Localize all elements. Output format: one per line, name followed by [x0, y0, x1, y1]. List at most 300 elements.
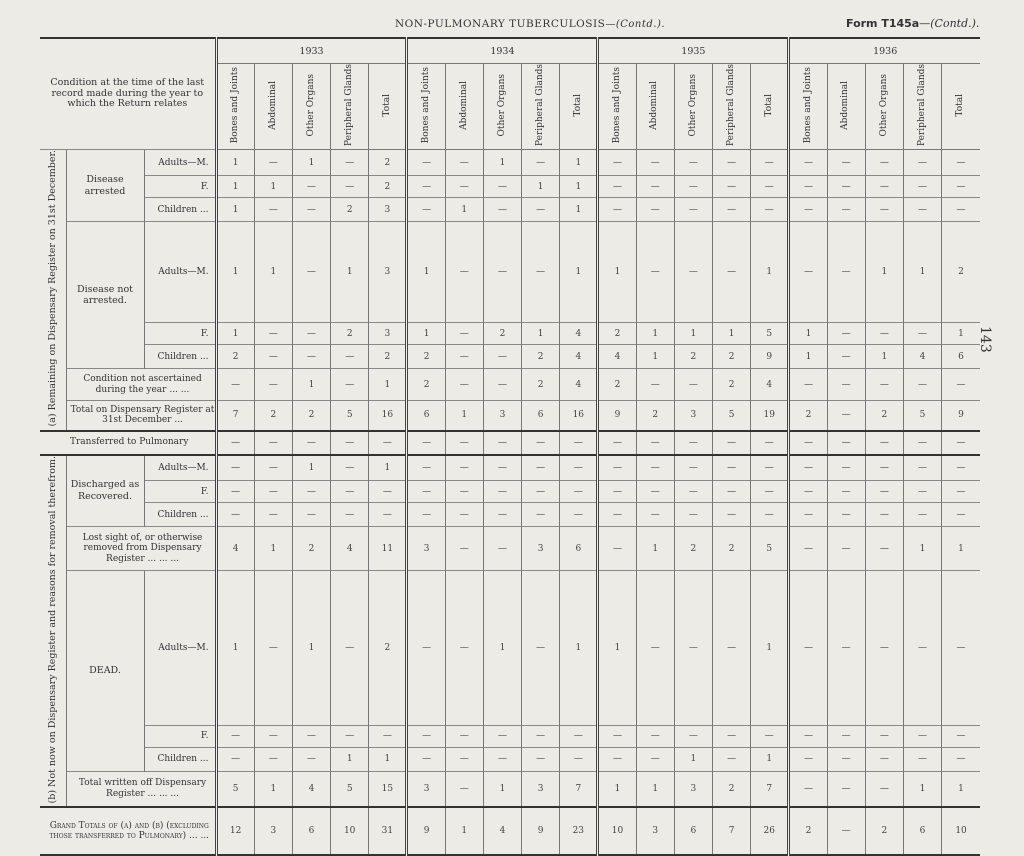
data-cell: 2 [674, 527, 712, 571]
data-cell: — [674, 571, 712, 725]
data-cell: — [636, 455, 674, 481]
column-header [598, 64, 636, 150]
data-cell: — [254, 369, 292, 401]
data-cell: — [216, 369, 254, 401]
data-cell: 2 [789, 807, 827, 855]
data-cell: 4 [331, 527, 369, 571]
data-cell: 1 [331, 222, 369, 323]
column-header [942, 64, 980, 150]
data-cell: — [407, 198, 445, 222]
data-cell: 1 [292, 455, 330, 481]
data-cell: — [751, 455, 789, 481]
data-cell: — [292, 503, 330, 527]
data-cell: — [407, 747, 445, 771]
data-cell: — [254, 455, 292, 481]
row-sublabel: Children ... [144, 747, 216, 771]
data-cell: 2 [254, 401, 292, 431]
data-cell: — [712, 725, 750, 747]
data-cell: 6 [903, 807, 941, 855]
data-cell: 1 [216, 150, 254, 176]
data-cell: 3 [522, 527, 560, 571]
data-cell: — [598, 198, 636, 222]
data-cell: — [522, 150, 560, 176]
data-cell: 1 [560, 176, 598, 198]
data-cell: — [942, 431, 980, 455]
data-cell: — [789, 771, 827, 807]
data-cell: 6 [674, 807, 712, 855]
data-cell: 1 [789, 323, 827, 345]
data-cell: — [712, 198, 750, 222]
column-header [522, 64, 560, 150]
data-cell: 1 [407, 222, 445, 323]
data-cell: 1 [903, 771, 941, 807]
data-cell: — [942, 481, 980, 503]
data-cell: 1 [254, 222, 292, 323]
data-cell: — [712, 150, 750, 176]
data-cell: — [483, 369, 521, 401]
data-cell: 2 [331, 323, 369, 345]
data-cell: — [369, 725, 407, 747]
column-header-label: Bones and Joints [611, 66, 622, 144]
data-cell: — [483, 222, 521, 323]
data-cell: — [865, 198, 903, 222]
data-cell: 1 [560, 222, 598, 323]
data-cell: — [254, 150, 292, 176]
data-cell: — [751, 481, 789, 503]
data-cell: — [522, 725, 560, 747]
data-cell: 1 [560, 150, 598, 176]
data-cell: — [216, 747, 254, 771]
data-cell: — [827, 481, 865, 503]
data-cell: 1 [522, 323, 560, 345]
table-row [40, 323, 980, 345]
data-cell: — [903, 725, 941, 747]
data-cell: — [636, 150, 674, 176]
table-row [40, 747, 980, 771]
data-cell: 2 [942, 222, 980, 323]
data-cell: 1 [598, 222, 636, 323]
row-label: Transferred to Pulmonary [40, 431, 216, 455]
data-cell: — [407, 431, 445, 455]
data-cell: 1 [331, 747, 369, 771]
data-cell: — [522, 571, 560, 725]
data-cell: 1 [598, 771, 636, 807]
data-cell: 1 [636, 345, 674, 369]
column-header-label: Abdominal [840, 80, 851, 130]
data-cell: 9 [751, 345, 789, 369]
data-cell: — [254, 345, 292, 369]
column-header [483, 64, 521, 150]
data-cell: — [598, 503, 636, 527]
data-cell: 9 [522, 807, 560, 855]
data-cell: — [827, 807, 865, 855]
column-header [865, 64, 903, 150]
data-cell: — [483, 345, 521, 369]
data-cell: — [560, 725, 598, 747]
data-cell: — [522, 747, 560, 771]
data-cell: — [674, 176, 712, 198]
year-header-row [40, 38, 980, 64]
data-cell: 4 [483, 807, 521, 855]
data-cell: — [789, 527, 827, 571]
data-cell: 1 [483, 150, 521, 176]
column-header-label: Total [381, 93, 392, 117]
table-row [40, 771, 980, 807]
column-header [369, 64, 407, 150]
data-cell: — [331, 455, 369, 481]
data-cell: — [598, 431, 636, 455]
row-label: Condition not ascertained during the year ... ... [66, 369, 216, 401]
year-header: 1934 [407, 38, 598, 64]
data-cell: 9 [407, 807, 445, 855]
form-reference [846, 17, 979, 30]
data-cell: — [789, 198, 827, 222]
column-header-label: Bones and Joints [229, 66, 240, 144]
data-cell: — [674, 455, 712, 481]
data-cell: — [827, 747, 865, 771]
data-cell: — [827, 150, 865, 176]
data-cell: — [254, 725, 292, 747]
data-cell: — [789, 571, 827, 725]
data-cell: 26 [751, 807, 789, 855]
data-cell: 1 [292, 150, 330, 176]
data-cell: 2 [712, 345, 750, 369]
data-cell: 31 [369, 807, 407, 855]
data-cell: — [865, 481, 903, 503]
row-sublabel: Adults—M. [144, 150, 216, 176]
data-cell: 2 [865, 807, 903, 855]
data-cell: — [522, 198, 560, 222]
data-cell: — [865, 725, 903, 747]
data-cell: 1 [751, 747, 789, 771]
data-cell: 9 [942, 401, 980, 431]
table-row [40, 198, 980, 222]
data-cell: — [407, 150, 445, 176]
data-cell: — [369, 503, 407, 527]
data-cell: — [827, 401, 865, 431]
data-cell: — [445, 222, 483, 323]
data-cell: 2 [789, 401, 827, 431]
data-cell: 3 [369, 222, 407, 323]
data-cell: — [331, 571, 369, 725]
column-header-label: Abdominal [267, 80, 278, 130]
data-cell: — [827, 571, 865, 725]
data-cell: 1 [751, 222, 789, 323]
data-cell: — [942, 747, 980, 771]
data-cell: 1 [636, 323, 674, 345]
table-row [40, 176, 980, 198]
data-cell: 1 [216, 222, 254, 323]
group-label: Disease arrested [66, 150, 144, 222]
data-cell: — [865, 503, 903, 527]
data-cell: — [445, 455, 483, 481]
data-cell: 2 [407, 345, 445, 369]
data-cell: 3 [369, 198, 407, 222]
data-cell: 1 [254, 771, 292, 807]
data-cell: — [751, 503, 789, 527]
data-cell: — [789, 431, 827, 455]
data-cell: 5 [751, 527, 789, 571]
data-cell: — [903, 571, 941, 725]
title-suffix: —(Contd.). [605, 19, 666, 30]
column-header [560, 64, 598, 150]
data-cell: — [331, 725, 369, 747]
data-cell: 1 [483, 571, 521, 725]
data-cell: — [292, 481, 330, 503]
data-cell: — [827, 198, 865, 222]
data-cell: — [483, 198, 521, 222]
data-cell: — [865, 323, 903, 345]
data-cell: 5 [751, 323, 789, 345]
data-cell: — [216, 725, 254, 747]
row-label: Total on Dispensary Register at 31st December ... [66, 401, 216, 431]
data-cell: 2 [636, 401, 674, 431]
table-row [40, 571, 980, 725]
data-cell: 1 [942, 323, 980, 345]
data-cell: — [827, 222, 865, 323]
data-cell: — [674, 222, 712, 323]
data-cell: — [445, 527, 483, 571]
data-cell: — [903, 176, 941, 198]
data-cell: 5 [331, 401, 369, 431]
data-cell: — [636, 747, 674, 771]
table-row [40, 503, 980, 527]
data-cell: — [407, 455, 445, 481]
data-cell: — [483, 747, 521, 771]
data-cell: — [789, 176, 827, 198]
data-cell: — [636, 176, 674, 198]
section-a-text: (a) Remaining on Dispensary Register on 31st December. [46, 150, 58, 427]
data-cell: — [789, 369, 827, 401]
data-cell: — [789, 503, 827, 527]
data-cell: 3 [254, 807, 292, 855]
data-cell: — [942, 571, 980, 725]
data-cell: — [292, 323, 330, 345]
data-cell: — [674, 503, 712, 527]
data-cell: — [865, 747, 903, 771]
data-cell: 1 [445, 198, 483, 222]
data-cell: — [292, 222, 330, 323]
column-header-label: Abdominal [649, 80, 660, 130]
data-cell: — [712, 222, 750, 323]
data-cell: — [331, 431, 369, 455]
column-header [903, 64, 941, 150]
data-cell: — [865, 455, 903, 481]
column-header [331, 64, 369, 150]
data-cell: 1 [254, 176, 292, 198]
section-a-label [40, 150, 66, 431]
data-cell: — [827, 176, 865, 198]
data-cell: 4 [598, 345, 636, 369]
form-text: Form T145a [846, 17, 920, 30]
data-cell: — [636, 198, 674, 222]
data-cell: 4 [216, 527, 254, 571]
data-cell: 2 [292, 401, 330, 431]
data-cell: — [942, 176, 980, 198]
data-cell: 2 [674, 345, 712, 369]
data-cell: — [712, 481, 750, 503]
row-label: Lost sight of, or otherwise removed from Dispensary Register ... ... ... [66, 527, 216, 571]
table-row [40, 222, 980, 323]
data-cell: — [560, 431, 598, 455]
year-header: 1935 [598, 38, 789, 64]
data-cell: — [712, 571, 750, 725]
data-cell: — [712, 455, 750, 481]
table-row [40, 807, 980, 855]
data-cell: 5 [331, 771, 369, 807]
data-cell: 1 [292, 571, 330, 725]
data-cell: — [331, 503, 369, 527]
data-cell: — [445, 725, 483, 747]
data-cell: 4 [560, 323, 598, 345]
data-cell: — [903, 323, 941, 345]
data-cell: — [254, 571, 292, 725]
form-suffix: —(Contd.). [919, 17, 980, 30]
data-cell: — [445, 345, 483, 369]
data-cell: — [292, 345, 330, 369]
data-cell: 1 [216, 571, 254, 725]
data-cell: — [598, 455, 636, 481]
year-header: 1933 [216, 38, 407, 64]
data-cell: 6 [522, 401, 560, 431]
group-label: DEAD. [66, 571, 144, 771]
data-cell: — [483, 725, 521, 747]
data-cell: — [903, 369, 941, 401]
data-cell: 1 [560, 571, 598, 725]
data-cell: 7 [712, 807, 750, 855]
data-cell: — [560, 455, 598, 481]
table-row [40, 527, 980, 571]
data-cell: 1 [216, 323, 254, 345]
row-sublabel: Adults—M. [144, 571, 216, 725]
data-cell: — [292, 747, 330, 771]
data-cell: 1 [216, 176, 254, 198]
data-cell: — [445, 571, 483, 725]
data-cell: — [789, 455, 827, 481]
data-cell: 1 [292, 369, 330, 401]
data-cell: — [407, 503, 445, 527]
data-cell: — [216, 503, 254, 527]
data-cell: — [292, 431, 330, 455]
row-sublabel: Children ... [144, 345, 216, 369]
data-cell: — [865, 150, 903, 176]
data-cell: — [445, 369, 483, 401]
data-cell: — [942, 503, 980, 527]
data-cell: — [827, 771, 865, 807]
data-cell: — [522, 222, 560, 323]
column-header-label: Peripheral Glands [725, 64, 736, 147]
data-cell: 1 [483, 771, 521, 807]
data-cell: — [789, 747, 827, 771]
table-row [40, 455, 980, 481]
condition-header: Condition at the time of the last record made during the year to which the Return relates [50, 76, 205, 110]
data-cell: — [254, 431, 292, 455]
data-cell: — [254, 323, 292, 345]
column-header [789, 64, 827, 150]
data-cell: 10 [598, 807, 636, 855]
data-cell: — [560, 503, 598, 527]
data-cell: — [712, 431, 750, 455]
column-header [712, 64, 750, 150]
data-cell: — [560, 747, 598, 771]
data-cell: — [903, 503, 941, 527]
data-cell: — [483, 431, 521, 455]
data-cell: 12 [216, 807, 254, 855]
data-cell: 1 [712, 323, 750, 345]
data-cell: 1 [942, 527, 980, 571]
data-cell: — [560, 481, 598, 503]
data-cell: — [942, 150, 980, 176]
data-cell: 1 [369, 747, 407, 771]
data-cell: 3 [483, 401, 521, 431]
data-cell: — [483, 503, 521, 527]
data-cell: — [292, 198, 330, 222]
data-cell: 2 [522, 369, 560, 401]
data-cell: 1 [445, 807, 483, 855]
data-cell: — [445, 431, 483, 455]
data-cell: — [865, 571, 903, 725]
data-cell: 1 [636, 527, 674, 571]
data-cell: 3 [636, 807, 674, 855]
data-cell: — [712, 503, 750, 527]
data-cell: 2 [292, 527, 330, 571]
row-sublabel: Adults—M. [144, 455, 216, 481]
data-cell: — [407, 176, 445, 198]
data-cell: — [636, 222, 674, 323]
data-cell: 3 [369, 323, 407, 345]
data-cell: 4 [560, 369, 598, 401]
data-cell: — [598, 747, 636, 771]
data-cell: — [483, 176, 521, 198]
column-header-label: Bones and Joints [802, 66, 813, 144]
data-cell: 19 [751, 401, 789, 431]
data-cell: 3 [407, 771, 445, 807]
data-cell: — [331, 481, 369, 503]
data-cell: 10 [331, 807, 369, 855]
data-cell: — [254, 503, 292, 527]
data-cell: — [903, 455, 941, 481]
column-header-label: Other Organs [687, 73, 698, 137]
data-cell: — [674, 198, 712, 222]
row-sublabel: F. [144, 725, 216, 747]
data-cell: 1 [751, 571, 789, 725]
row-sublabel: Children ... [144, 198, 216, 222]
data-cell: — [598, 176, 636, 198]
data-cell: — [522, 455, 560, 481]
data-cell: 4 [560, 345, 598, 369]
section-b-label [40, 455, 66, 807]
data-cell: 1 [674, 747, 712, 771]
data-cell: 4 [903, 345, 941, 369]
data-cell: — [331, 150, 369, 176]
column-header [407, 64, 445, 150]
data-cell: — [865, 771, 903, 807]
data-cell: — [369, 481, 407, 503]
data-cell: — [827, 369, 865, 401]
data-cell: — [827, 503, 865, 527]
table-row [40, 345, 980, 369]
data-cell: 3 [674, 771, 712, 807]
data-cell: — [903, 198, 941, 222]
data-cell: — [636, 725, 674, 747]
section-b-text: (b) Not now on Dispensary Register and reasons for removal therefrom. [46, 455, 58, 803]
data-cell: 23 [560, 807, 598, 855]
page-title [350, 18, 710, 30]
data-cell: — [636, 431, 674, 455]
table-row [40, 725, 980, 747]
data-cell: — [407, 571, 445, 725]
data-cell: 2 [712, 771, 750, 807]
